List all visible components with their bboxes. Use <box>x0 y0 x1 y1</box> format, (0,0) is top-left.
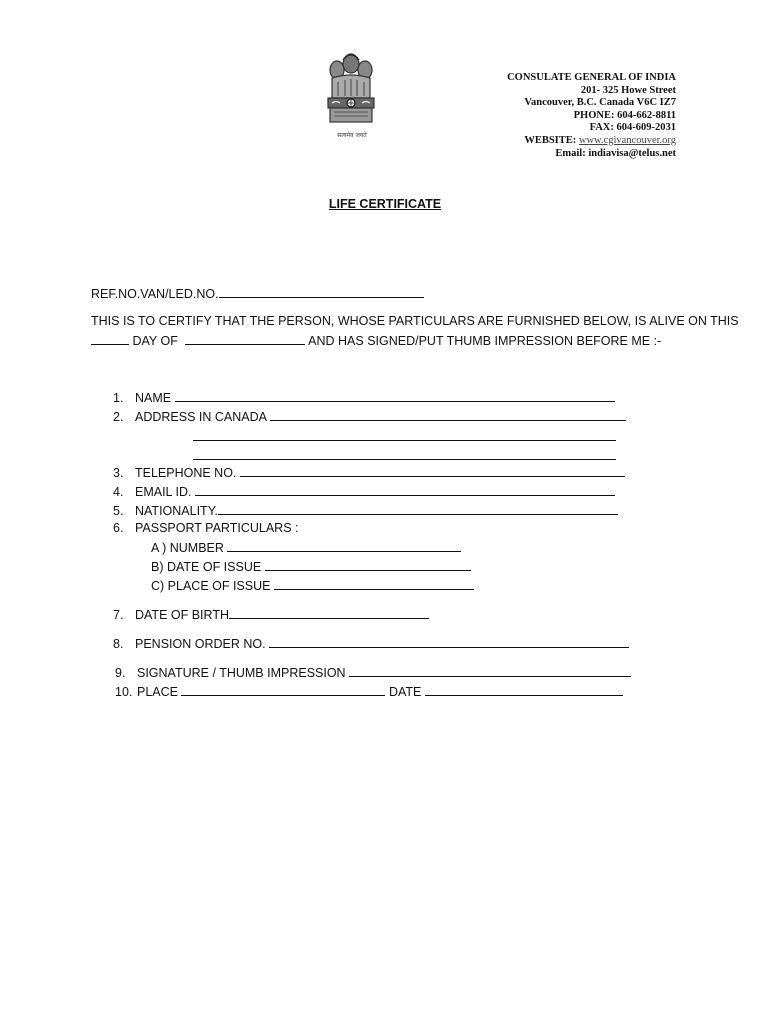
field-dob-label: DATE OF BIRTH <box>135 608 229 622</box>
office-email: Email: indiavisa@telus.net <box>555 147 676 159</box>
office-city: Vancouver, B.C. Canada V6C IZ7 <box>524 97 676 109</box>
field-pension-order-label: PENSION ORDER NO. <box>135 637 266 651</box>
field-passport-issue-date-input[interactable] <box>265 559 471 571</box>
field-email-row <box>113 484 615 499</box>
field-number: 3. <box>113 466 124 480</box>
certify-line-2-end: AND HAS SIGNED/PUT THUMB IMPRESSION BEFORE ME :- <box>308 334 662 348</box>
field-number: 2. <box>113 410 124 424</box>
field-place-input[interactable] <box>181 684 385 696</box>
field-passport-issue-date-label: B) DATE OF ISSUE <box>151 560 262 574</box>
office-website <box>507 135 676 148</box>
field-email-input[interactable] <box>195 484 615 496</box>
field-address-label: ADDRESS IN CANADA <box>135 410 267 424</box>
certify-day-field[interactable] <box>91 333 129 345</box>
certify-month-field[interactable] <box>185 333 305 345</box>
field-passport-issue-place-input[interactable] <box>274 578 474 590</box>
field-signature-row <box>115 665 631 680</box>
office-phone: PHONE: 604-662-8811 <box>573 109 676 121</box>
ref-no-line <box>91 286 424 301</box>
field-date-input[interactable] <box>425 684 623 696</box>
field-number: 7. <box>113 608 124 622</box>
office-street: 201- 325 Howe Street <box>580 84 676 96</box>
field-signature-input[interactable] <box>349 665 631 677</box>
field-pension-order-row <box>113 636 629 651</box>
office-name: CONSULATE GENERAL OF INDIA <box>507 72 676 83</box>
emblem-motto: सत्यमेव जयते <box>337 132 367 139</box>
field-dob-input[interactable] <box>229 607 429 619</box>
field-passport-issue-place-label: C) PLACE OF ISSUE <box>151 579 271 593</box>
field-number: 1. <box>113 391 124 405</box>
field-passport-label: PASSPORT PARTICULARS : <box>135 521 299 535</box>
field-name-input[interactable] <box>175 390 615 402</box>
field-number: 8. <box>113 637 124 651</box>
ref-no-field[interactable] <box>219 286 424 298</box>
field-passport-issue-place-row <box>151 578 474 593</box>
field-telephone-input[interactable] <box>240 465 625 477</box>
field-pension-order-input[interactable] <box>269 636 629 648</box>
website-label: WEBSITE: <box>524 134 577 146</box>
field-number: 10. <box>115 685 133 699</box>
field-passport-issue-date-row <box>151 559 471 574</box>
field-number: 6. <box>113 521 124 535</box>
field-nationality-input[interactable] <box>218 503 618 515</box>
certify-line-1: THIS IS TO CERTIFY THAT THE PERSON, WHOSE PARTICULARS ARE FURNISHED BELOW, IS ALIVE ON THIS <box>91 314 739 328</box>
certify-day-of-label: DAY OF <box>132 334 178 348</box>
website-link[interactable]: www.cgivancouver.org <box>578 134 676 146</box>
field-name-label: NAME <box>135 391 172 405</box>
field-passport-number-label: A ) NUMBER <box>151 541 224 555</box>
field-signature-label: SIGNATURE / THUMB IMPRESSION <box>137 666 346 680</box>
field-passport-number-row <box>151 540 461 555</box>
field-number: 4. <box>113 485 124 499</box>
consulate-address-block <box>507 72 676 160</box>
field-number: 5. <box>113 504 124 518</box>
national-emblem-icon <box>318 50 384 140</box>
field-name-row <box>113 390 615 405</box>
page-title: LIFE CERTIFICATE <box>328 197 442 211</box>
field-place-date-row <box>115 684 623 699</box>
field-number: 9. <box>115 666 126 680</box>
field-passport-row <box>113 521 298 535</box>
field-address-input[interactable] <box>270 409 626 421</box>
field-nationality-row <box>113 503 618 518</box>
field-address-line-3[interactable] <box>193 459 616 460</box>
field-address-row <box>113 409 626 424</box>
field-date-label: DATE <box>388 685 422 699</box>
ref-no-label: REF.NO.VAN/LED.NO. <box>91 287 219 301</box>
field-passport-number-input[interactable] <box>227 540 461 552</box>
field-dob-row <box>113 607 429 622</box>
field-telephone-label: TELEPHONE NO. <box>135 466 237 480</box>
field-email-label: EMAIL ID. <box>135 485 192 499</box>
certify-line-2 <box>91 333 661 348</box>
field-telephone-row <box>113 465 625 480</box>
office-fax: FAX: 604-609-2031 <box>589 122 676 134</box>
field-nationality-label: NATIONALITY. <box>135 504 218 518</box>
field-place-label: PLACE <box>137 685 178 699</box>
field-address-line-2[interactable] <box>193 440 616 441</box>
